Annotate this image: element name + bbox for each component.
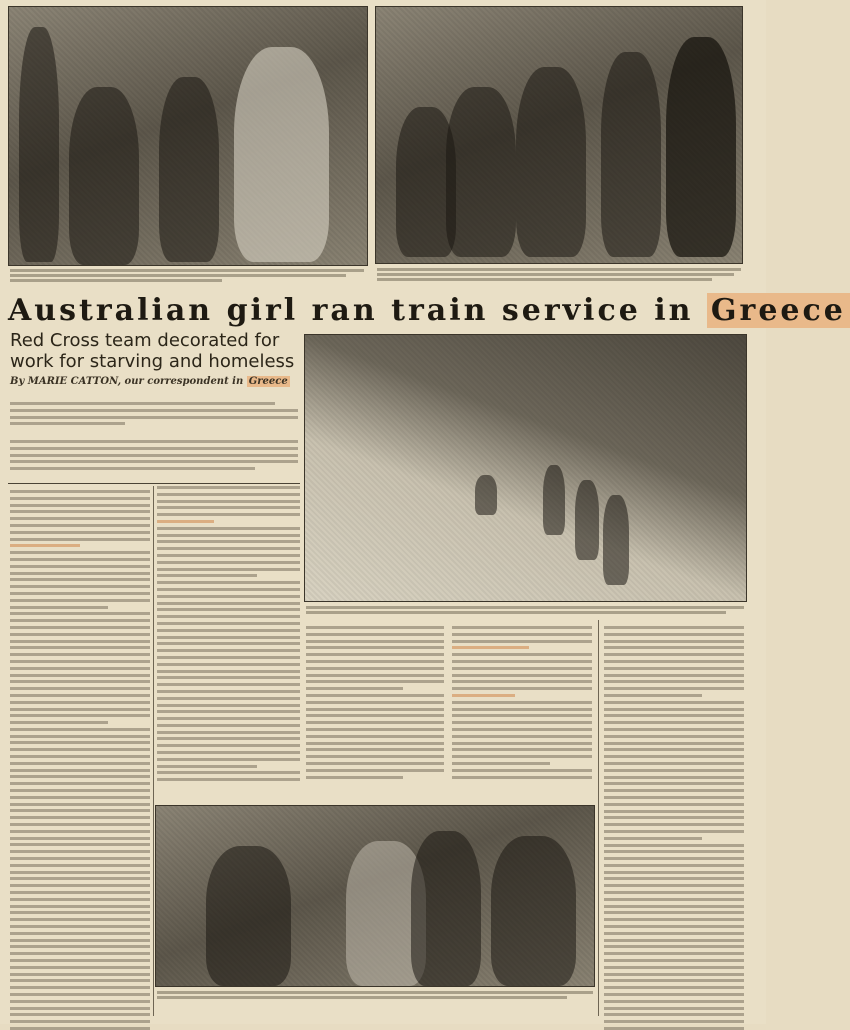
column-rule-4 [598,620,599,1016]
photo-top-left [8,6,368,266]
headline-highlight: Greece [707,293,850,328]
photo-middle [304,334,747,602]
body-column-5 [604,626,744,1016]
byline-text: By MARIE CATTON, our correspondent in [10,376,244,387]
caption-middle [306,604,744,616]
caption-top-right [377,266,741,283]
caption-top-left [10,267,364,284]
intro-paragraph [10,402,298,429]
caption-bottom [157,989,593,1001]
headline-text: Australian girl ran train service in [8,293,694,328]
column-rule-1 [153,486,154,1016]
photo-bottom [155,805,595,987]
byline [10,376,302,387]
body-column-3 [306,626,444,798]
body-column-2 [157,486,300,796]
byline-highlight: Greece [248,376,288,387]
headline [8,293,846,333]
article-rule [8,483,300,484]
subheadline: Red Cross team decorated for work for starving and homeless [10,330,295,372]
intro-italic-paragraph [10,440,298,474]
body-column-1 [10,490,150,1015]
body-column-4 [452,626,592,798]
photo-top-right [375,6,743,264]
